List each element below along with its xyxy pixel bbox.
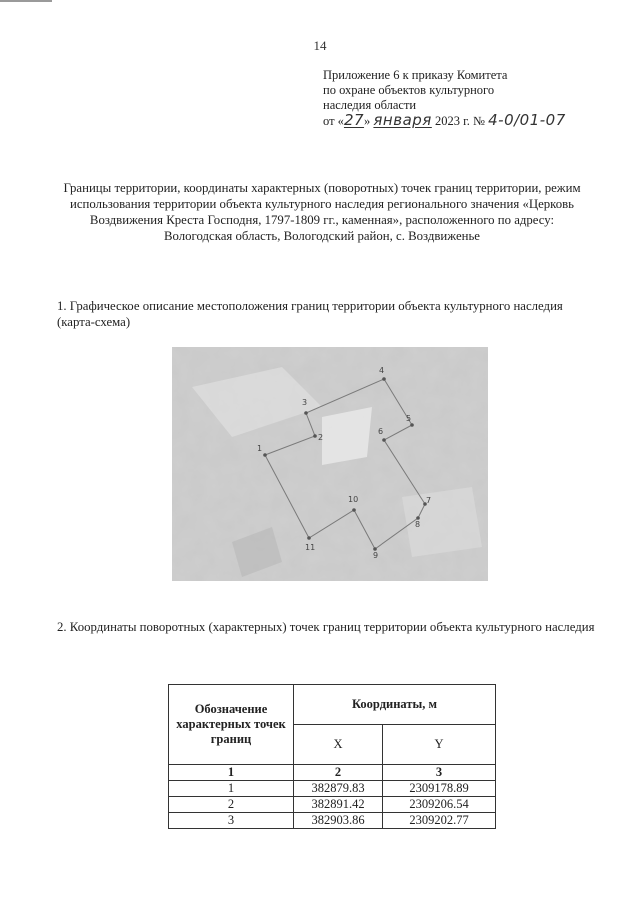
header-y: Y: [383, 725, 496, 765]
appendix-line-3: наследия области: [323, 98, 417, 112]
y-value: 2309202.77: [383, 813, 496, 829]
x-value: 382879.83: [294, 781, 383, 797]
top-edge-rule: [0, 0, 52, 2]
boundary-point-11: [307, 536, 311, 540]
column-number-2: 2: [294, 765, 383, 781]
table-row: [169, 781, 496, 797]
column-number-3: 3: [383, 765, 496, 781]
boundary-point-label-5: 5: [406, 414, 412, 423]
header-coordinates: Координаты, м: [294, 685, 496, 725]
boundary-point-5: [410, 423, 414, 427]
column-number-1: 1: [169, 765, 294, 781]
boundary-point-label-2: 2: [318, 433, 324, 442]
point-id: 1: [169, 781, 294, 797]
section-2-heading: 2. Координаты поворотных (характерных) точек границ территории объекта культурного наследия: [57, 620, 595, 634]
x-value: 382891.42: [294, 797, 383, 813]
boundary-point-label-3: 3: [302, 398, 308, 407]
boundary-point-3: [304, 411, 308, 415]
y-value: 2309206.54: [383, 797, 496, 813]
boundary-point-4: [382, 377, 386, 381]
boundary-point-label-8: 8: [415, 520, 421, 529]
boundary-map: [172, 347, 488, 581]
map-building-area: [322, 407, 372, 465]
appendix-header: [323, 68, 566, 129]
date-prefix: от «: [323, 114, 344, 128]
date-mid: »: [364, 114, 371, 128]
appendix-date-line: [323, 113, 566, 129]
document-title: Границы территории, координаты характерных (поворотных) точек границ территории, режим использования территории объекта культурного наследия регионального значения «Церковь Воздвижения Креста Господня, 1797-1809 гг., каменная», расположенного по адресу: Вологодская область, Вологодский район, с. Воздвиженье: [63, 181, 581, 243]
point-id: 2: [169, 797, 294, 813]
boundary-point-2: [313, 434, 317, 438]
boundary-point-label-6: 6: [378, 427, 384, 436]
y-value: 2309178.89: [383, 781, 496, 797]
page-number: 14: [313, 38, 327, 53]
header-x: X: [294, 725, 383, 765]
boundary-point-label-7: 7: [426, 496, 432, 505]
boundary-point-10: [352, 508, 356, 512]
boundary-point-label-11: 11: [305, 543, 316, 552]
boundary-point-label-1: 1: [257, 444, 263, 453]
date-month-handwritten: января: [373, 111, 432, 129]
appendix-line-2: по охране объектов культурного: [323, 83, 495, 97]
point-id: 3: [169, 813, 294, 829]
table-row: [169, 797, 496, 813]
boundary-point-label-9: 9: [373, 551, 379, 560]
table-row: [169, 813, 496, 829]
appendix-line-1: Приложение 6 к приказу Комитета: [323, 68, 508, 82]
header-designation: Обозначение характерных точек границ: [169, 685, 294, 765]
boundary-point-1: [263, 453, 267, 457]
map-field-patch: [402, 487, 482, 557]
boundary-point-6: [382, 438, 386, 442]
section-1-heading: 1. Графическое описание местоположения границ территории объекта культурного наследия (карта-схема): [57, 299, 563, 329]
coordinates-table: [168, 684, 496, 829]
x-value: 382903.86: [294, 813, 383, 829]
boundary-point-label-10: 10: [348, 495, 359, 504]
order-number-handwritten: 4-0/01-07: [488, 111, 566, 129]
date-year: 2023 г. №: [434, 114, 485, 128]
boundary-point-label-4: 4: [379, 366, 385, 375]
date-day-handwritten: 27: [343, 111, 365, 129]
